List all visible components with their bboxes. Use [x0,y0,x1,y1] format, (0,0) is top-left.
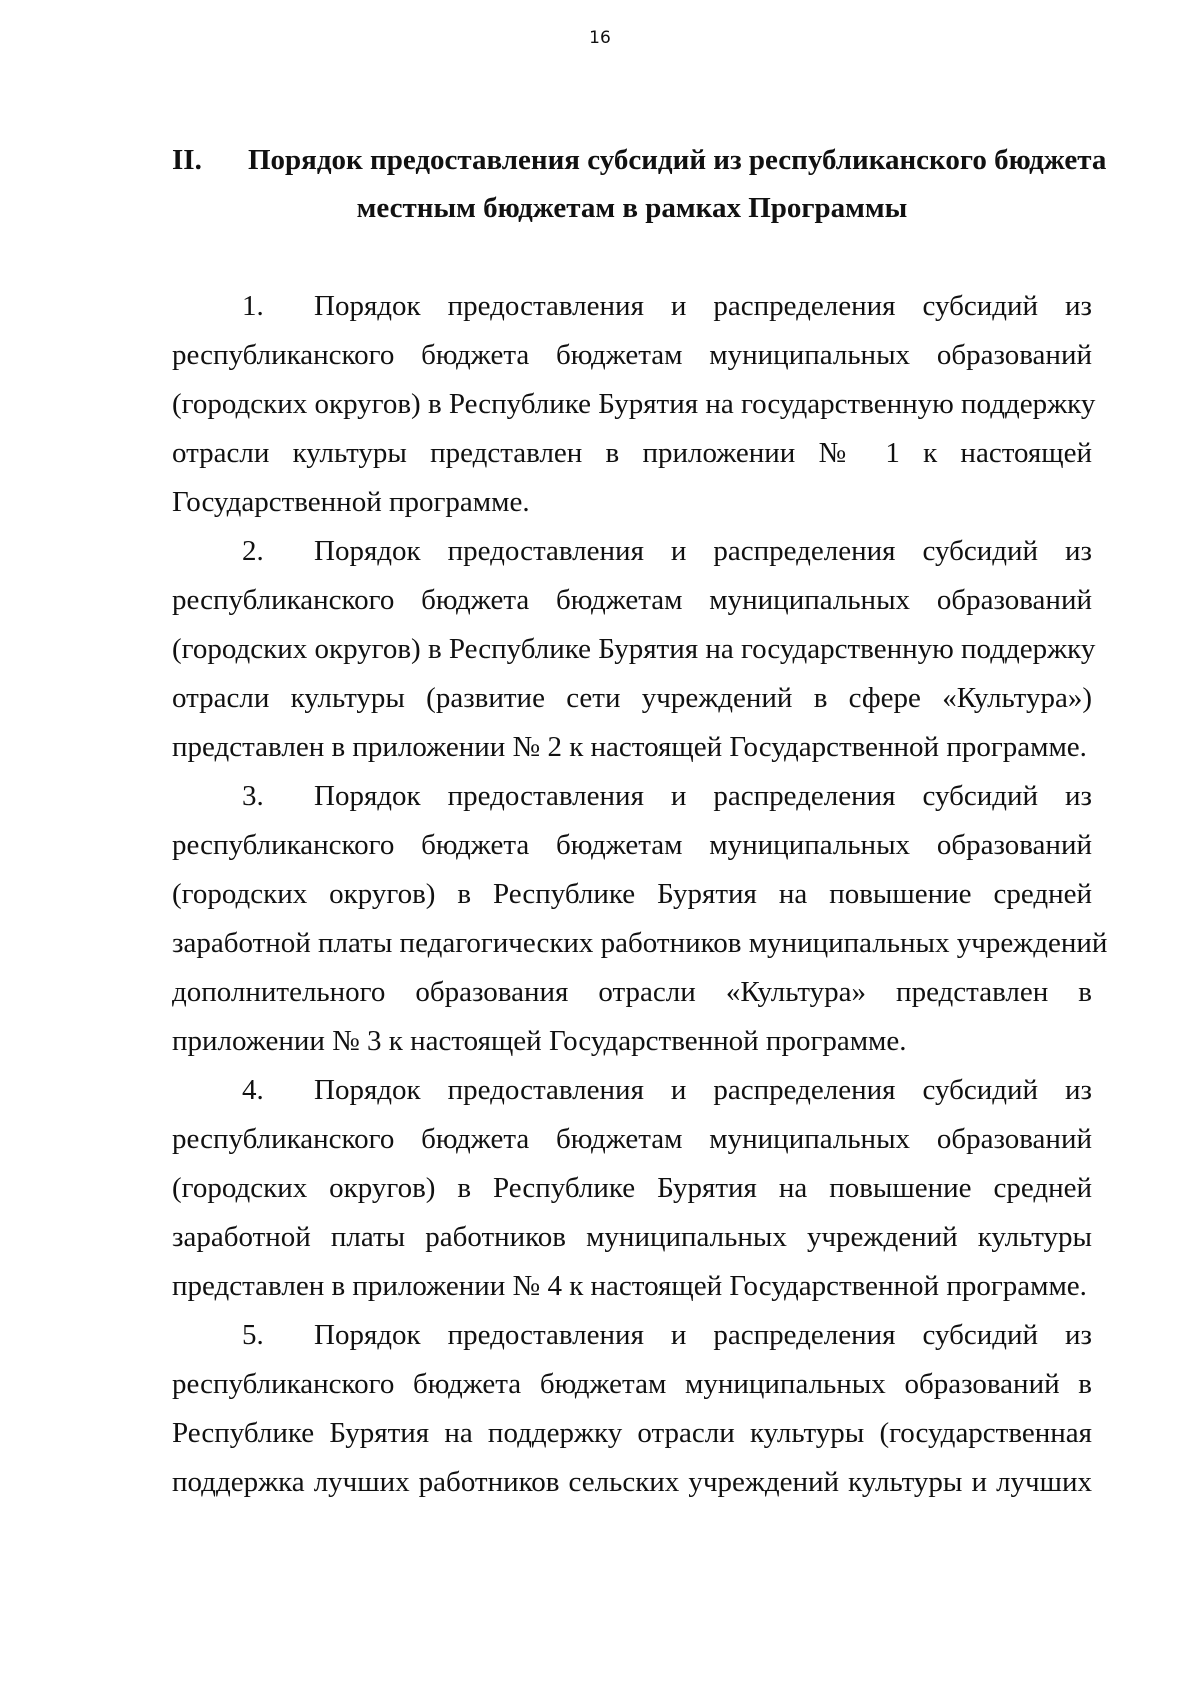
paragraph-line: Порядок предоставления и распределения субсидий из [314,780,1092,812]
paragraph-line: республиканского бюджета бюджетам муниципальных образований в [172,1368,1092,1400]
paragraph-line: представлен в приложении № 2 к настоящей Государственной программе. [172,731,1087,763]
paragraph-line: (городских округов) в Республике Бурятия на повышение средней [172,1172,1092,1204]
paragraph-line: Республике Бурятия на поддержку отрасли культуры (государственная [172,1417,1092,1449]
paragraph-number: 3. [242,780,264,812]
paragraph-line: республиканского бюджета бюджетам муниципальных образований [172,339,1092,371]
heading-title-continued: местным бюджетам в рамках Программы [356,192,908,224]
section-heading [172,136,1107,232]
paragraph-first-line [172,1066,1092,1115]
heading-title: Порядок предоставления субсидий из республиканского бюджета [248,144,1107,176]
paragraph-line: республиканского бюджета бюджетам муниципальных образований [172,1123,1092,1155]
paragraph-line: отрасли культуры представлен в приложении № 1 к настоящей [172,437,1092,469]
paragraph-first-line [172,282,1092,331]
paragraph-line: заработной платы работников муниципальных учреждений культуры [172,1221,1092,1253]
paragraph-line: республиканского бюджета бюджетам муниципальных образований [172,584,1092,616]
document-body [172,282,1108,1507]
paragraph-number: 1. [242,290,264,322]
paragraph-line: Порядок предоставления и распределения субсидий из [314,1319,1092,1351]
paragraph-line: (городских округов) в Республике Бурятия на государственную поддержку [172,633,1096,665]
paragraph-line: приложении № 3 к настоящей Государственной программе. [172,1025,907,1057]
paragraph-line: заработной платы педагогических работников муниципальных учреждений [172,927,1108,959]
paragraph-line: Порядок предоставления и распределения субсидий из [314,1074,1092,1106]
paragraph-line: Порядок предоставления и распределения субсидий из [314,535,1092,567]
paragraph-number: 2. [242,535,264,567]
paragraph-number: 5. [242,1319,264,1351]
paragraph-line: отрасли культуры (развитие сети учреждений в сфере «Культура») [172,682,1092,714]
paragraph-line: Государственной программе. [172,486,530,518]
heading-numeral: II. [172,144,202,176]
paragraph-first-line [172,1311,1092,1360]
paragraph-line: представлен в приложении № 4 к настоящей Государственной программе. [172,1270,1087,1302]
paragraph-number: 4. [242,1074,264,1106]
heading-line-1 [172,136,1107,184]
paragraph-line: (городских округов) в Республике Бурятия на повышение средней [172,878,1092,910]
paragraph-3 [172,772,1108,1066]
paragraph-line: дополнительного образования отрасли «Культура» представлен в [172,976,1092,1008]
paragraph-line: (городских округов) в Республике Бурятия на государственную поддержку [172,388,1096,420]
paragraph-first-line [172,772,1092,821]
paragraph-line: поддержка лучших работников сельских учреждений культуры и лучших [172,1466,1092,1498]
paragraph-1 [172,282,1096,527]
paragraph-first-line [172,527,1092,576]
paragraph-5 [172,1311,1092,1507]
paragraph-line: Порядок предоставления и распределения субсидий из [314,290,1092,322]
paragraph-line: республиканского бюджета бюджетам муниципальных образований [172,829,1092,861]
page-number: 16 [589,28,611,48]
paragraph-4 [172,1066,1092,1311]
paragraph-2 [172,527,1096,772]
